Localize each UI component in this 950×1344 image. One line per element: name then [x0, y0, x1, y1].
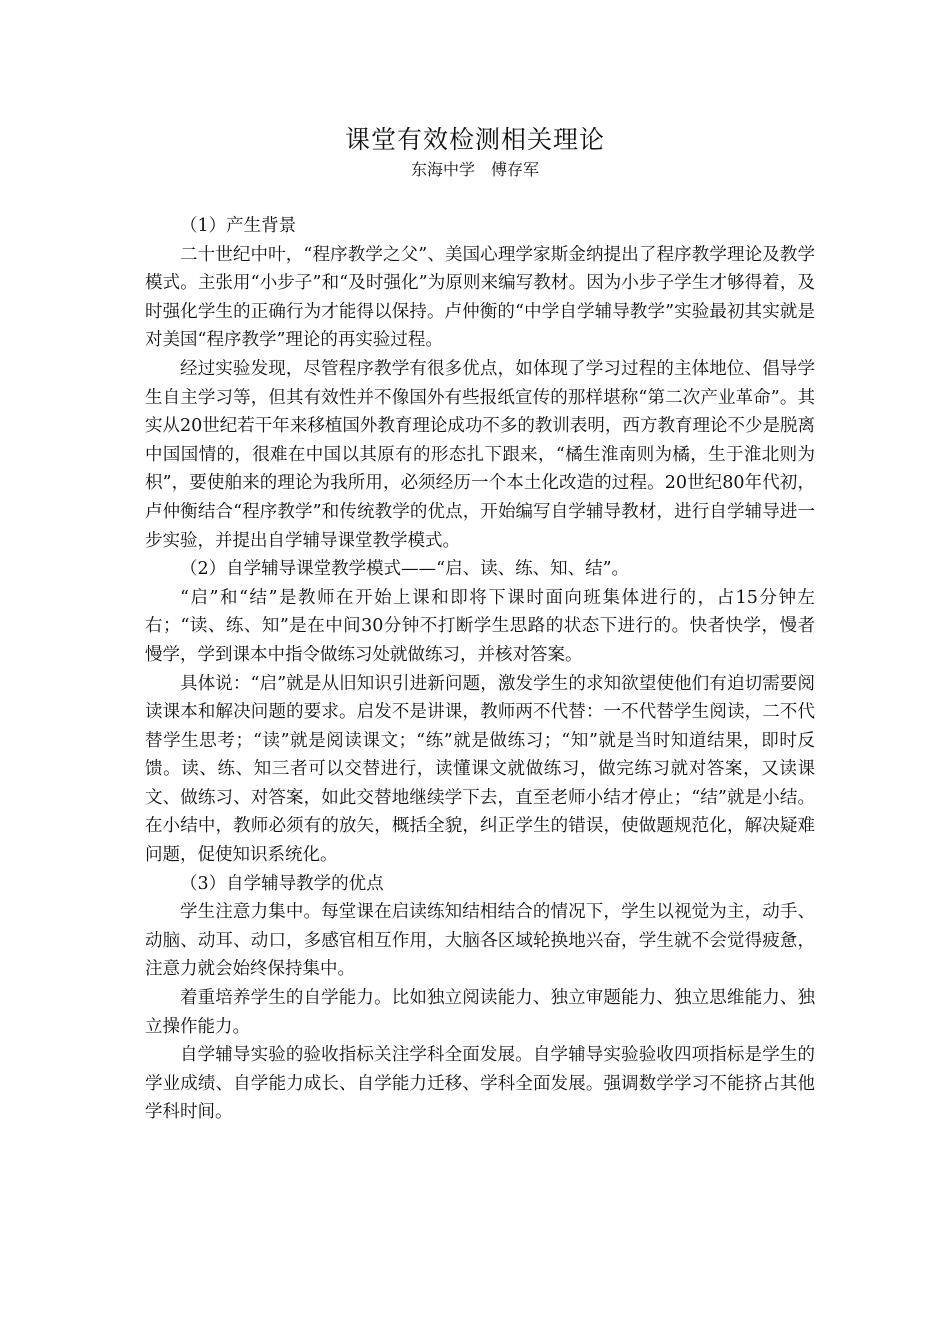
paragraph: 着重培养学生的自学能力。比如独立阅读能力、独立审题能力、独立思维能力、独立操作能力。 [145, 988, 815, 1037]
document-title: 课堂有效检测相关理论 [344, 125, 605, 154]
section-heading-teaching-model: （2）自学辅导课堂教学模式——“启、读、练、知、结”。 [180, 559, 630, 580]
paragraph: 二十世纪中叶，“程序教学之父”、美国心理学家斯金纳提出了程序教学理论及教学模式。主张用“小步子”和“及时强化”为原则来编写教材。因为小步子学生才够得着，及时强化学生的正确行为才能得以保持。卢仲衡的“中学自学辅导教学”实验最初其实就是对美国“程序教学”理论的再实验过程。 [145, 244, 815, 351]
paragraph: 自学辅导实验的验收指标关注学科全面发展。自学辅导实验验收四项指标是学生的学业成绩、自学能力成长、自学能力迁移、学科全面发展。强调数学学习不能挤占其他学科时间。 [145, 1045, 815, 1123]
document-author: 东海中学 傅存军 [410, 160, 539, 179]
paragraph: 经过实验发现，尽管程序教学有很多优点，如体现了学习过程的主体地位、倡导学生自主学习等，但其有效性并不像国外有些报纸宣传的那样堪称“第二次产业革命”。其实从20世纪若干年来移植国外教育理论成功不多的教训表明，西方教育理论不少是脱离中国国情的，很难在中国以其原有的形态扎下跟来，“橘生淮南则为橘，生于淮北则为枳”，要使舶来的理论为我所用，必须经历一个本土化改造的过程。20世纪80年代初，卢仲衡结合“程序教学”和传统教学的优点，开始编写自学辅导教材，进行自学辅导进一步实验，并提出自学辅导课堂教学模式。 [145, 358, 815, 551]
paragraph: 具体说：“启”就是从旧知识引进新问题，激发学生的求知欲望使他们有迫切需要阅读课本和解决问题的要求。启发不是讲课，教师两不代替：一不代替学生阅读，二不代替学生思考；“读”就是阅读课文；“练”就是做练习；“知”就是当时知道结果，即时反馈。读、练、知三者可以交替进行，读懂课文就做练习，做完练习就对答案，又读课文、做练习、对答案，如此交替地继续学下去，直至老师小结才停止；“结”就是小结。在小结中，教师必须有的放矢，概括全貌，纠正学生的错误，使做题规范化，解决疑难问题，促使知识系统化。 [145, 673, 815, 866]
document-body [145, 212, 815, 1127]
paragraph: “启”和“结”是教师在开始上课和即将下课时面向班集体进行的，占15分钟左右；“读、练、知”是在中间30分钟不打断学生思路的状态下进行的。快者快学，慢者慢学，学到课本中指令做练习处就做练习，并核对答案。 [145, 587, 815, 665]
section-heading-advantages: （3）自学辅导教学的优点 [180, 873, 384, 894]
paragraph: 学生注意力集中。每堂课在启读练知结相结合的情况下，学生以视觉为主，动手、动脑、动耳、动口，多感官相互作用，大脑各区域轮换地兴奋，学生就不会觉得疲惫，注意力就会始终保持集中。 [145, 902, 815, 980]
section-heading-background: （1）产生背景 [180, 216, 297, 236]
